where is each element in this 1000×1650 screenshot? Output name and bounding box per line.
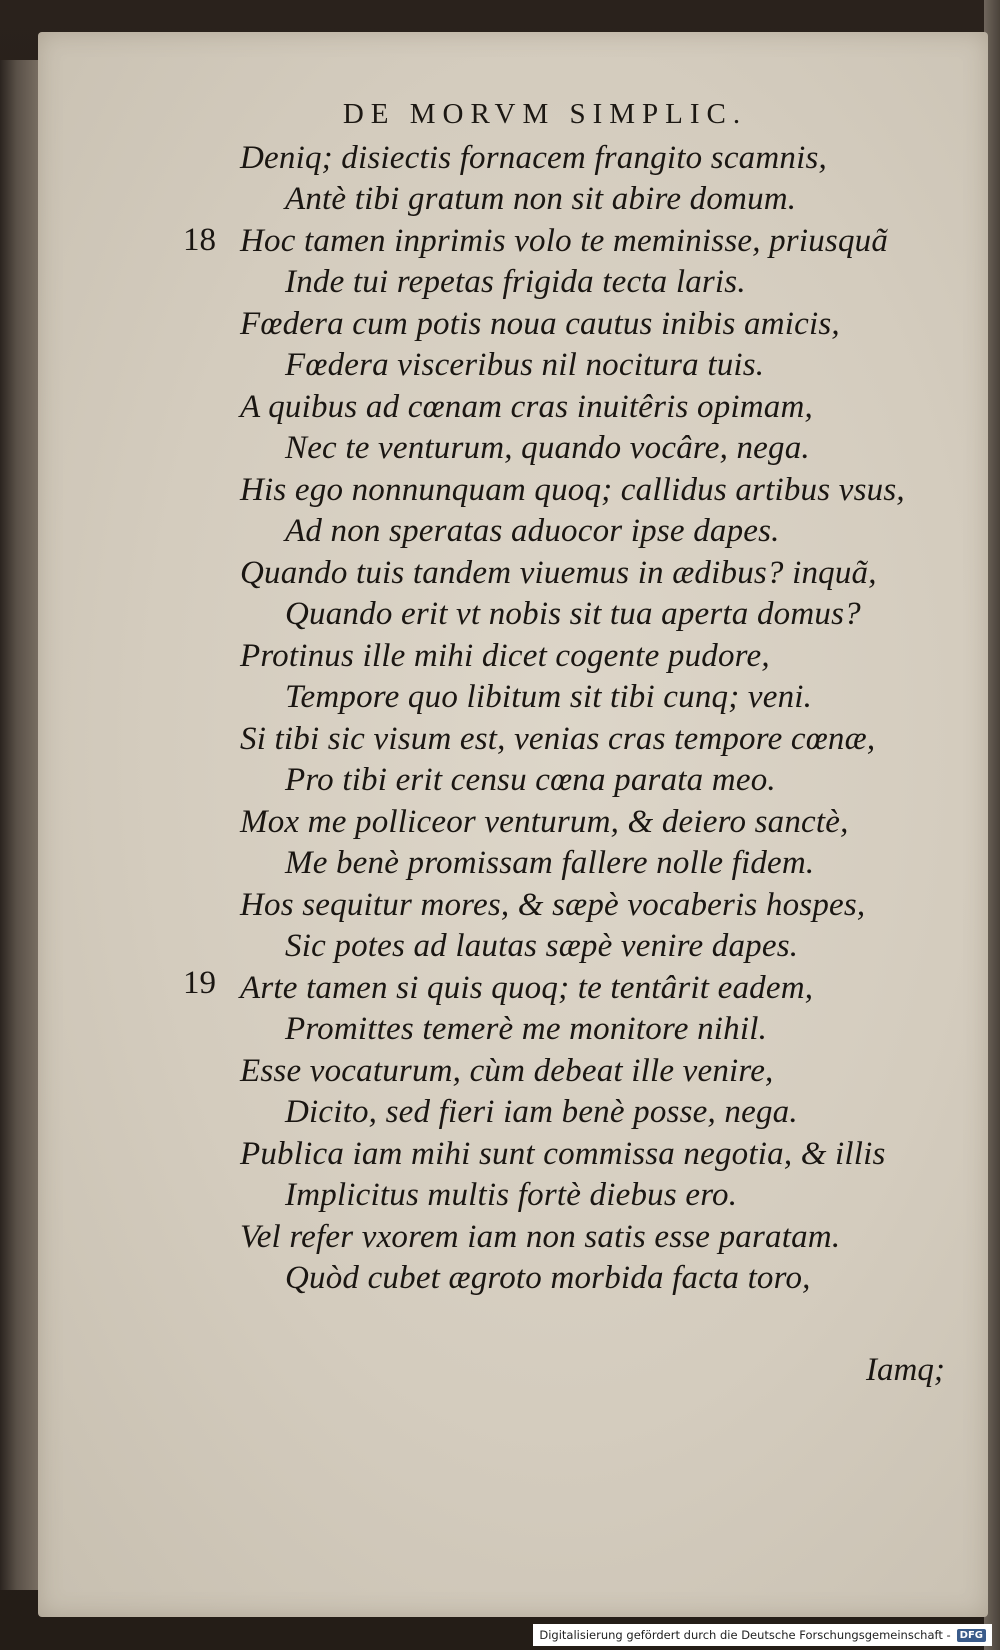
dfg-footer (533, 1624, 992, 1646)
verse-line: Sic potes ad lautas sæpè venire dapes. (285, 928, 799, 964)
verse-line: Dicito, sed fieri iam benè posse, nega. (285, 1094, 798, 1130)
verse-line: Nec te venturum, quando vocâre, nega. (285, 430, 810, 466)
verse-line: Ad non speratas aduocor ipse dapes. (285, 513, 780, 549)
verse-line: Mox me polliceor venturum, & deiero sanctè, (240, 804, 849, 840)
footer-text: Digitalisierung gefördert durch die Deutsche Forschungsgemeinschaft - (539, 1628, 951, 1642)
verse-line: Fœdera cum potis noua cautus inibis amicis, (240, 306, 840, 342)
verse-line: Quando erit vt nobis sit tua aperta domus? (285, 596, 861, 632)
verse-line: Fœdera visceribus nil nocitura tuis. (285, 347, 765, 383)
verse-line: A quibus ad cœnam cras inuitêris opimam, (240, 389, 813, 425)
running-head: DE MORVM SIMPLIC. (342, 98, 748, 130)
verse-line: Quòd cubet ægroto morbida facta toro, (285, 1260, 811, 1296)
verse-line: Inde tui repetas frigida tecta laris. (285, 264, 746, 300)
verse-line: Pro tibi erit censu cœna parata meo. (285, 762, 776, 798)
catchword: Iamq; (866, 1352, 945, 1388)
verse-line: Deniq; disiectis fornacem frangito scamnis, (240, 140, 827, 176)
verse-line: Hos sequitur mores, & sæpè vocaberis hospes, (240, 887, 866, 923)
verse-line: Implicitus multis fortè diebus ero. (285, 1177, 738, 1213)
page-edge-left (0, 60, 42, 1590)
dfg-logo: DFG (957, 1629, 986, 1642)
verse-line: Esse vocaturum, cùm debeat ille venire, (240, 1053, 774, 1089)
verse-line: Hoc tamen inprimis volo te meminisse, priusquã (240, 223, 889, 259)
verse-line: Vel refer vxorem iam non satis esse paratam. (240, 1219, 841, 1255)
verse-line: Antè tibi gratum non sit abire domum. (285, 181, 797, 217)
verse-line: Tempore quo libitum sit tibi cunq; veni. (285, 679, 813, 715)
verse-line: Si tibi sic visum est, venias cras tempore cœnæ, (240, 721, 876, 757)
verse-line: Arte tamen si quis quoq; te tentârit eadem, (240, 970, 814, 1006)
stanza-number: 18 (183, 222, 216, 258)
verse-line: Protinus ille mihi dicet cogente pudore, (240, 638, 770, 674)
verse-line: Publica iam mihi sunt commissa negotia, & illis (240, 1136, 886, 1172)
verse-line: Promittes temerè me monitore nihil. (285, 1011, 768, 1047)
verse-line: Quando tuis tandem viuemus in ædibus? inquã, (240, 555, 877, 591)
verse-line: His ego nonnunquam quoq; callidus artibus vsus, (240, 472, 905, 508)
verse-line: Me benè promissam fallere nolle fidem. (285, 845, 815, 881)
stanza-number: 19 (183, 965, 216, 1001)
